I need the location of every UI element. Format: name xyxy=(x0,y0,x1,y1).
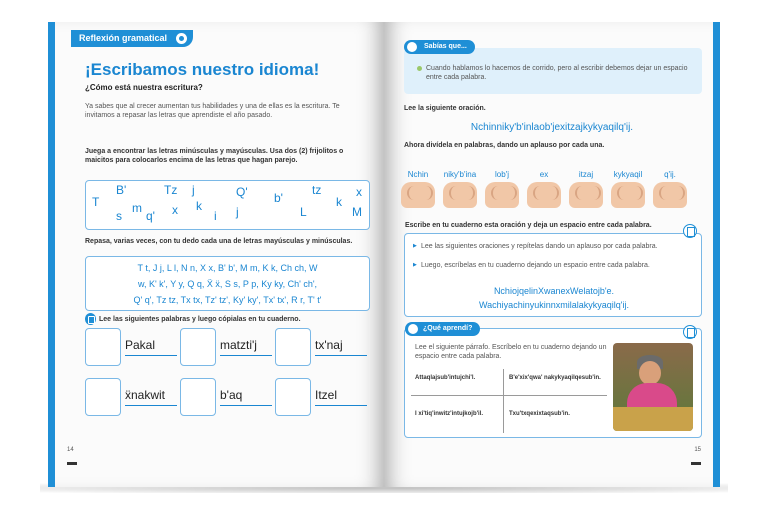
section-tab-label: Reflexión gramatical xyxy=(79,33,168,43)
letter: b' xyxy=(274,191,283,205)
aprendi-text: Lee el siguiente párrafo. Escríbelo en tu cuaderno dejando un espacio entre cada palabra. xyxy=(415,344,607,360)
letter: x xyxy=(356,185,362,199)
writing-line xyxy=(220,355,272,356)
letter: m xyxy=(132,201,142,215)
left-page xyxy=(48,22,384,487)
writing-line xyxy=(125,355,177,356)
clapping-hands-icon xyxy=(611,182,645,208)
copy-instruction xyxy=(85,316,301,323)
page-number: 15 xyxy=(694,447,701,453)
clap-word: itzaj xyxy=(578,170,594,179)
word-item xyxy=(85,328,185,366)
bone-icon xyxy=(180,378,216,416)
clapping-hands-icon xyxy=(527,182,561,208)
sabias-text: Cuando hablamos lo hacemos de corrido, pero al escribir debemos dejar un espacio entre cada palabra. xyxy=(426,64,694,82)
clap-item xyxy=(526,170,562,208)
section-tab xyxy=(71,30,193,47)
letter: T xyxy=(92,195,100,209)
word-item xyxy=(275,328,375,366)
meat-icon xyxy=(275,328,311,366)
letter: L xyxy=(300,205,307,219)
notebook-icon xyxy=(683,325,697,339)
letter: x xyxy=(172,203,178,217)
word-label: tx'naj xyxy=(315,338,343,352)
clapping-hands-icon xyxy=(569,182,603,208)
aprendi-tab xyxy=(405,322,480,336)
copy-instruction-text: Lee las siguientes palabras y luego cópialas en tu cuaderno. xyxy=(99,316,301,323)
clap-word: q'ij. xyxy=(664,170,676,179)
clap-item xyxy=(442,170,478,208)
letter: k xyxy=(196,199,202,213)
letter: j xyxy=(192,183,195,197)
write-sentence: NchiojqelinXwanexWelatojb'e. xyxy=(493,286,615,296)
divide-instruction: Ahora divídela en palabras, dando un aplauso por cada una. xyxy=(404,142,605,149)
clapping-hands-icon xyxy=(485,182,519,208)
clap-item xyxy=(610,170,646,208)
word-item xyxy=(180,378,280,416)
page-mark xyxy=(67,462,77,465)
sabias-tab-label: Sabías que... xyxy=(424,43,467,50)
right-page xyxy=(384,22,720,487)
notebook-icon xyxy=(683,224,697,238)
clap-item xyxy=(484,170,520,208)
clapping-hands-icon xyxy=(443,182,477,208)
subtitle: ¿Cómo está nuestra escritura? xyxy=(85,83,203,92)
clap-word: kykyaqil xyxy=(613,170,643,179)
aprendi-cell: I xi'tiq'inwitz'intujkojb'il. xyxy=(415,411,484,417)
divider xyxy=(411,395,607,396)
alphabet-line: w, K' k', Y y, Q q, Ẍ ẍ, S s, P p, Ky ky, Ch' ch', xyxy=(137,279,318,289)
write-title: Escribe en tu cuaderno esta oración y deja un espacio entre cada palabra. xyxy=(405,222,652,229)
letter: j xyxy=(236,205,239,219)
aprendi-cell: Attaqlajsub'intujchi'l. xyxy=(415,375,476,381)
word-label: ẍnakwit xyxy=(125,388,166,402)
sentence: Nchinniky'b'inlaob'jexitzajkykyaqilq'ij. xyxy=(470,122,634,133)
game-instruction: Juega a encontrar las letras minúsculas y mayúsculas. Usa dos (2) frijolitos o maicitos para colocarlos encima de las letras que hagan parejo. xyxy=(85,148,344,164)
word-label: matzti'j xyxy=(220,338,257,352)
alphabet-line: Q' q', Tz tz, Tx tx, Tz' tz', Ky' ky', Tx' tx', R r, T' t' xyxy=(133,295,322,305)
word-label: Pakal xyxy=(125,338,156,352)
letter: Q' xyxy=(236,185,248,199)
sabias-box xyxy=(404,43,702,94)
page-mark xyxy=(691,462,701,465)
word-item xyxy=(180,328,280,366)
writing-line xyxy=(125,405,177,406)
clap-word: Nchin xyxy=(407,170,429,179)
alphabet-box xyxy=(85,256,370,311)
target-icon xyxy=(176,33,187,44)
brain-icon xyxy=(407,42,417,52)
aprendi-cell: B'e'xix'qwa' nakykyaqilqesub'in. xyxy=(509,375,601,381)
clap-item xyxy=(568,170,604,208)
clap-word: lob'j xyxy=(495,170,509,179)
sabias-tab xyxy=(404,40,475,54)
aprendi-tab-label: ¿Qué aprendí? xyxy=(423,325,473,332)
write-bullet: ▶ Lee las siguientes oraciones y repítelas dando un aplauso por cada palabra. xyxy=(421,242,691,251)
open-book xyxy=(48,22,720,487)
read-instruction: Lee la siguiente oración. xyxy=(404,105,486,112)
man-with-hat-icon xyxy=(85,328,121,366)
letter: M xyxy=(352,205,362,219)
onion-icon xyxy=(85,378,121,416)
writing-line xyxy=(315,355,367,356)
page-title: ¡Escribamos nuestro idioma! xyxy=(85,60,320,79)
writing-line xyxy=(315,405,367,406)
letter: Tz xyxy=(164,183,178,197)
book-icon xyxy=(85,313,96,325)
page-number: 14 xyxy=(67,447,74,453)
write-bullet: ▶ Luego, escríbelas en tu cuaderno dejando un espacio entre cada palabra. xyxy=(421,261,691,270)
word-label: Itzel xyxy=(315,388,338,402)
clap-item xyxy=(400,170,436,208)
letter: q' xyxy=(146,209,155,223)
alphabet-line: T t, J j, L l, N n, X x, B' b', M m, K k, Ch ch, W xyxy=(137,263,318,273)
aprendi-cell: Txu'txqexixtaqsub'in. xyxy=(509,411,570,417)
word-label: b'aq xyxy=(220,388,243,402)
letter: tz xyxy=(312,183,322,197)
letter: i xyxy=(214,209,217,223)
writing-line xyxy=(220,405,272,406)
woman-cooking-photo xyxy=(613,343,693,431)
write-sentence: Wachiyachinyukinnxmilalakykyaqilq'ij. xyxy=(479,300,629,310)
check-icon xyxy=(408,324,418,334)
aprendi-box xyxy=(404,325,702,438)
letter: B' xyxy=(116,183,127,197)
scattered-letters-box xyxy=(85,180,370,230)
clapping-hands-icon xyxy=(401,182,435,208)
clap-word: ex xyxy=(539,170,549,179)
divider xyxy=(503,369,504,433)
letter: k xyxy=(336,195,342,209)
clapping-hands-icon xyxy=(653,182,687,208)
pineapple-icon xyxy=(180,328,216,366)
alphabet-instruction: Repasa, varias veces, con tu dedo cada una de letras mayúsculas y minúsculas. xyxy=(85,238,353,245)
clap-item xyxy=(652,170,688,208)
clap-word: niky'b'ina xyxy=(443,170,477,179)
intro-paragraph: Ya sabes que al crecer aumentan tus habilidades y una de ellas es la escritura. Te invitamos a repasar las letras que aprendiste el año pasado. xyxy=(85,103,340,119)
word-item xyxy=(85,378,185,416)
word-item xyxy=(275,378,375,416)
woman-portrait-icon xyxy=(275,378,311,416)
letter: s xyxy=(116,209,122,223)
write-box xyxy=(404,222,702,317)
